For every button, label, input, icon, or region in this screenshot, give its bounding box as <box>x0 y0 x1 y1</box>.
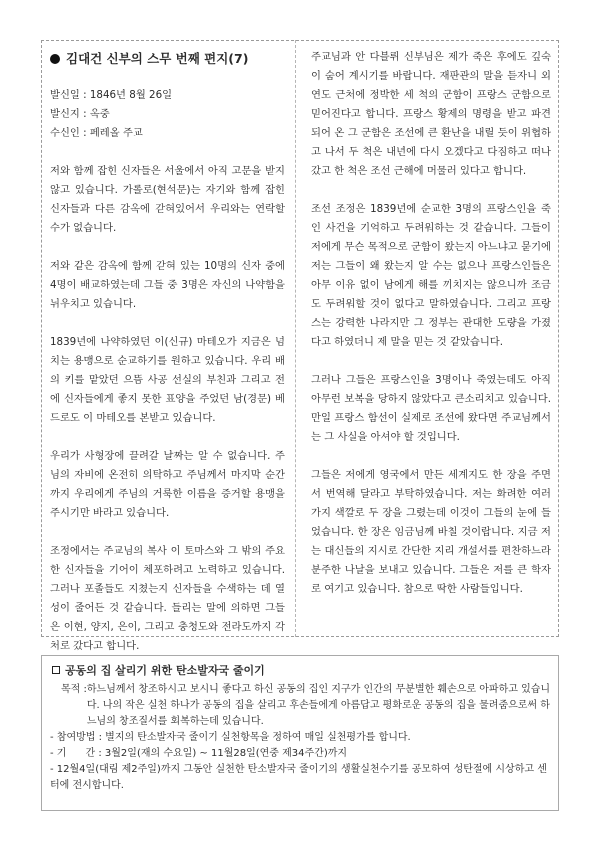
letter-title <box>50 48 285 70</box>
notice-period-text: - 기 간 : 3월2일(재의 수요일) ~ 11월28일(연중 제34주간)까지 <box>50 748 348 759</box>
letter-paragraph: 우리가 사형장에 끌려갈 날짜는 알 수 없습니다. 주님의 자비에 온전히 의탁하고 주님께서 마지막 순간까지 우리에게 주님의 거룩한 이름을 증거할 용맹을 주시기만 바라고 있습니다. <box>50 450 285 519</box>
letter-right-column <box>311 48 551 618</box>
bullet-icon <box>50 54 60 64</box>
notice-title <box>52 662 265 678</box>
letter-paragraph: 조정에서는 주교님의 복사 이 토마스와 그 밖의 주요한 신자들을 기어이 체포하려고 노력하고 있습니다. 그러나 포졸들도 지쳤는지 신자들을 수색하는 데 열성이 줄어든 것 같습니다. 들리는 말에 의하면 그들은 이현, 양지, 은이, 그리고 충청도와 전라도까지 각처로 갔다고 합니다. <box>50 545 285 652</box>
notice-method-text: - 참여방법 : 별지의 탄소발자국 줄이기 실천항목을 정하여 매일 실천평가를 합니다. <box>50 732 411 743</box>
letter-paragraph: 1839년에 나약하였던 이(신규) 마테오가 지금은 넘치는 용맹으로 순교하기를 원하고 있습니다. 우리 배의 키를 맡았던 으뜸 사공 선실의 부친과 그리고 전에 신자들에게 좋지 못한 표양을 주었던 남(경문) 베드로도 이 마테오를 본받고 있습니다. <box>50 336 285 424</box>
letter-recipient: 수신인 : 페레올 주교 <box>50 127 143 139</box>
square-bullet-icon <box>52 666 60 674</box>
letter-paragraph: 저와 함께 잡힌 신자들은 서울에서 아직 고문을 받지 않고 있습니다. 가롤로(현석문)는 자기와 함께 잡힌 신자들과 다른 감옥에 갇혀있어서 우리와는 연락할 수가 없습니다. <box>50 165 285 234</box>
notice-purpose-label: 목적 : <box>61 684 87 695</box>
letter-origin: 발신지 : 옥중 <box>50 108 110 120</box>
letter-left-column <box>50 48 285 675</box>
letter-date: 발신일 : 1846년 8월 26일 <box>50 89 173 101</box>
letter-title-text: 김대건 신부의 스무 번째 편지(7) <box>66 51 249 66</box>
notice-period <box>50 746 555 762</box>
letter-paragraph: 그들은 저에게 영국에서 만든 세계지도 한 장을 주면서 번역해 달라고 부탁하였습니다. 저는 화려한 여러 가지 색깔로 두 장을 그렸는데 이것이 그들의 눈에 들었습니다. 한 장은 임금님께 바칠 것이랍니다. 지금 저는 대신들의 지시로 간단한 지리 개설서를 편찬하느라 분주한 나날을 보내고 있습니다. 그들은 저를 큰 학자로 여기고 있습니다. 참으로 딱한 사람들입니다. <box>311 469 551 595</box>
column-divider <box>295 40 296 637</box>
notice-purpose <box>50 682 555 730</box>
notice-final-text: - 12월4일(대림 제2주일)까지 그동안 실천한 탄소발자국 줄이기의 생활실천수기를 공모하여 성탄절에 시상하고 센터에 전시합니다. <box>50 764 547 791</box>
notice-purpose-text: 하느님께서 창조하시고 보시니 좋다고 하신 공동의 집인 지구가 인간의 무분별한 훼손으로 아파하고 있습니다. 나의 작은 실천 하나가 공동의 집을 살리고 후손들에게 아름답고 평화로운 공동의 집을 물려줌으로써 하느님의 창조질서를 회복하는데 있습니다. <box>86 684 551 727</box>
notice-method <box>50 730 555 746</box>
letter-paragraph: 그러나 그들은 프랑스인을 3명이나 죽였는데도 아직 아무런 보복을 당하지 않았다고 큰소리치고 있습니다. 만일 프랑스 함선이 실제로 조선에 왔다면 주교님께서는 그 사실을 아셔야 할 것입니다. <box>311 374 551 443</box>
letter-paragraph: 조선 조정은 1839년에 순교한 3명의 프랑스인을 죽인 사건을 기억하고 두려워하는 것 같습니다. 그들이 저에게 무슨 목적으로 군함이 왔는지 아느냐고 묻기에 저는 그들이 왜 왔는지 알 수는 없으나 프랑스인들은 아무 이유 없이 남에게 해를 끼치지는 않으니까 조금도 두려워할 것이 없다고 말하였습니다. 그리고 프랑스는 강력한 나라지만 그 정부는 관대한 도량을 가졌다고 하였더니 제 말을 믿는 것 같았습니다. <box>311 203 551 348</box>
letter-paragraph: 주교님과 안 다블뤼 신부님은 제가 죽은 후에도 깊숙이 숨어 계시기를 바랍니다. 재판관의 말을 듣자니 외연도 근처에 정박한 세 척의 군함이 프랑스 군함으로 믿어진다고 합니다. 프랑스 황제의 명령을 받고 파견되어 온 그 군함은 조선에 큰 환난을 내릴 듯이 위협하고 나서 두 척은 내년에 다시 오겠다고 다짐하고 떠나갔고 한 척은 조선 근해에 머물러 있다고 합니다. <box>311 51 551 177</box>
letter-paragraph: 저와 같은 감옥에 함께 갇혀 있는 10명의 신자 중에 4명이 배교하였는데 그들 중 3명은 자신의 나약함을 뉘우치고 있습니다. <box>50 260 285 310</box>
notice-title-text: 공동의 집 살리기 위한 탄소발자국 줄이기 <box>65 664 265 677</box>
notice-body <box>50 682 555 794</box>
notice-final <box>50 762 555 794</box>
